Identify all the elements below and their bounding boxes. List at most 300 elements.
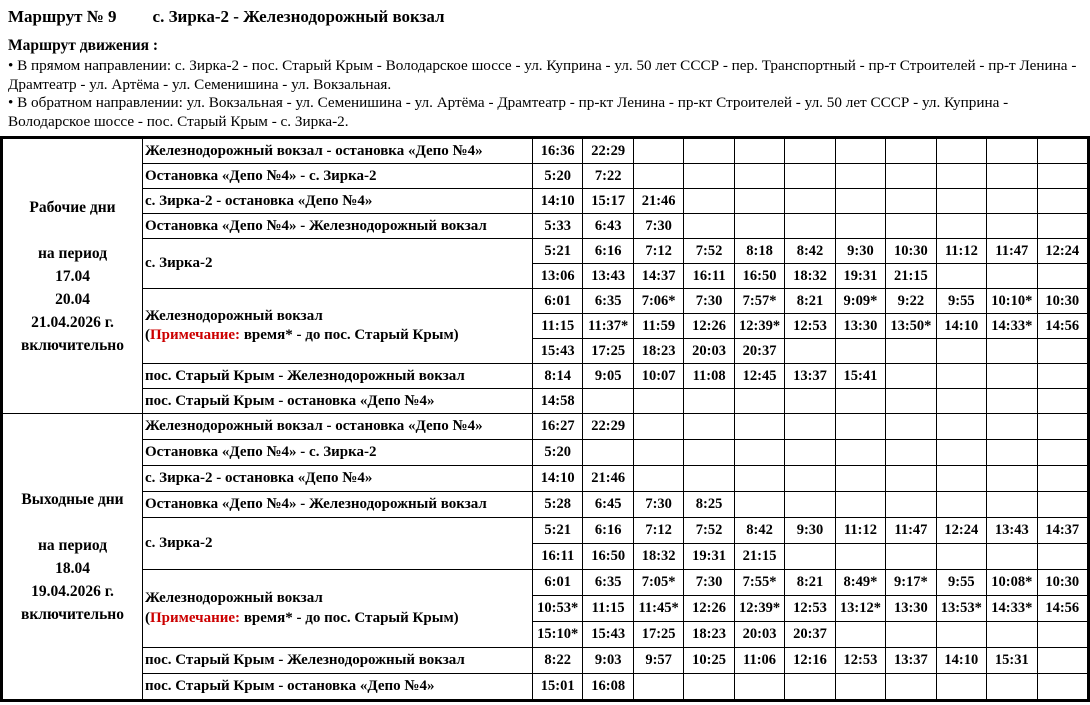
time-cell: 14:33*: [987, 314, 1037, 339]
time-cell-empty: [785, 339, 835, 364]
day-type-line: 21.04.2026 г.: [31, 313, 114, 331]
time-cell: 10:30: [1037, 570, 1087, 596]
time-cell: 21:15: [734, 544, 784, 570]
time-cell-empty: [936, 264, 986, 289]
time-cell-empty: [936, 466, 986, 492]
day-type-line: [5, 511, 140, 534]
time-cell-empty: [734, 674, 784, 700]
time-cell-empty: [835, 164, 885, 189]
time-cell-empty: [886, 214, 936, 239]
time-cell: 7:52: [684, 239, 734, 264]
time-cell: 7:52: [684, 518, 734, 544]
day-type-line: Рабочие дни: [29, 198, 116, 216]
route-label-cell: [143, 164, 533, 189]
time-cell-empty: [936, 364, 986, 389]
time-cell-empty: [785, 214, 835, 239]
time-cell-empty: [987, 440, 1037, 466]
route-label-cell: [143, 239, 533, 289]
time-cell: 8:21: [785, 570, 835, 596]
route-label: Остановка «Депо №4» - с. Зирка-2: [145, 167, 377, 184]
time-cell: 5:21: [533, 239, 583, 264]
time-cell: 12:24: [936, 518, 986, 544]
time-cell: 6:43: [583, 214, 633, 239]
time-cell: 7:30: [684, 570, 734, 596]
time-cell-empty: [886, 622, 936, 648]
time-cell-empty: [734, 440, 784, 466]
time-cell-empty: [886, 674, 936, 700]
time-cell-empty: [835, 339, 885, 364]
time-cell-empty: [987, 674, 1037, 700]
time-cell-empty: [936, 544, 986, 570]
time-cell: 9:30: [835, 239, 885, 264]
page-title: [8, 7, 1082, 27]
time-cell: 16:27: [533, 414, 583, 440]
day-type-cell: [3, 414, 143, 700]
time-cell: 7:05*: [633, 570, 683, 596]
time-cell: 16:50: [734, 264, 784, 289]
route-label: Остановка «Депо №4» - Железнодорожный вокзал: [145, 496, 487, 513]
time-cell-empty: [734, 389, 784, 414]
time-cell: 8:42: [785, 239, 835, 264]
route-label-cell: [143, 214, 533, 239]
time-cell: 13:06: [533, 264, 583, 289]
day-type-cell: [3, 139, 143, 414]
time-cell: 12:53: [835, 648, 885, 674]
time-cell: 14:37: [633, 264, 683, 289]
time-cell: 12:53: [785, 314, 835, 339]
time-cell-empty: [835, 389, 885, 414]
time-cell-empty: [936, 389, 986, 414]
time-cell-empty: [785, 492, 835, 518]
time-cell: 9:17*: [886, 570, 936, 596]
time-cell: 14:33*: [987, 596, 1037, 622]
time-cell-empty: [684, 414, 734, 440]
time-cell: 10:30: [886, 239, 936, 264]
time-cell: 11:15: [533, 314, 583, 339]
time-cell-empty: [734, 492, 784, 518]
time-cell-empty: [583, 389, 633, 414]
time-cell-empty: [785, 389, 835, 414]
route-name: с. Зирка-2 - Железнодорожный вокзал: [152, 7, 445, 26]
document-header: [0, 0, 1090, 131]
time-cell: 19:31: [684, 544, 734, 570]
route-number: Маршрут № 9: [8, 7, 117, 26]
day-type-line: 17.04: [55, 267, 90, 285]
time-cell-empty: [785, 440, 835, 466]
route-label-cell: [143, 364, 533, 389]
time-cell-empty: [886, 492, 936, 518]
time-cell: 11:12: [936, 239, 986, 264]
time-cell: 14:10: [936, 314, 986, 339]
time-cell-empty: [1037, 622, 1087, 648]
schedule-table-body: [3, 139, 1088, 700]
time-cell-empty: [633, 440, 683, 466]
time-cell: 14:10: [936, 648, 986, 674]
time-cell-empty: [734, 139, 784, 164]
time-cell-empty: [987, 389, 1037, 414]
route-note-rest: время* - до пос. Старый Крым): [240, 609, 459, 626]
route-label: пос. Старый Крым - Железнодорожный вокзал: [145, 652, 465, 669]
route-label-cell: [143, 414, 533, 440]
time-cell-empty: [1037, 544, 1087, 570]
time-cell-empty: [633, 466, 683, 492]
time-cell-empty: [886, 440, 936, 466]
route-label: Остановка «Депо №4» - Железнодорожный вокзал: [145, 217, 487, 234]
time-cell-empty: [684, 440, 734, 466]
time-cell-empty: [785, 466, 835, 492]
time-cell: 7:30: [684, 289, 734, 314]
time-cell-empty: [987, 622, 1037, 648]
route-label: Железнодорожный вокзал: [145, 590, 323, 607]
time-cell-empty: [734, 189, 784, 214]
time-cell-empty: [1037, 389, 1087, 414]
route-note-rest: время* - до пос. Старый Крым): [240, 327, 459, 344]
route-label: Остановка «Депо №4» - с. Зирка-2: [145, 444, 377, 461]
time-cell: 11:47: [987, 239, 1037, 264]
time-cell: 9:57: [633, 648, 683, 674]
time-cell: 6:16: [583, 518, 633, 544]
route-directions-heading: Маршрут движения :: [8, 37, 159, 54]
day-type-line: 18.04: [55, 559, 90, 577]
route-label-cell: [143, 492, 533, 518]
time-cell-empty: [835, 214, 885, 239]
time-cell-empty: [936, 674, 986, 700]
time-cell-empty: [987, 164, 1037, 189]
time-cell-empty: [633, 389, 683, 414]
route-label-cell: [143, 389, 533, 414]
time-cell-empty: [936, 440, 986, 466]
time-cell: 20:37: [734, 339, 784, 364]
time-cell-empty: [886, 414, 936, 440]
time-cell-empty: [734, 164, 784, 189]
time-cell: 13:50*: [886, 314, 936, 339]
time-cell: 5:20: [533, 164, 583, 189]
time-cell: 11:15: [583, 596, 633, 622]
schedule-table: [2, 138, 1088, 700]
time-cell-empty: [987, 544, 1037, 570]
day-type-line: на период: [37, 244, 108, 262]
time-cell: 13:12*: [835, 596, 885, 622]
route-label: с. Зирка-2: [145, 255, 213, 272]
time-cell: 18:32: [785, 264, 835, 289]
route-note-open: (: [145, 609, 150, 626]
time-cell: 18:32: [633, 544, 683, 570]
time-cell: 16:11: [533, 544, 583, 570]
time-cell-empty: [936, 492, 986, 518]
time-cell: 6:01: [533, 570, 583, 596]
time-cell-empty: [886, 364, 936, 389]
time-cell-empty: [1037, 164, 1087, 189]
time-cell-empty: [684, 214, 734, 239]
time-cell: 12:26: [684, 314, 734, 339]
route-label: Железнодорожный вокзал - остановка «Депо №4»: [145, 418, 483, 435]
time-cell-empty: [785, 189, 835, 214]
time-cell-empty: [987, 214, 1037, 239]
day-type-line: Выходные дни: [21, 490, 124, 508]
time-cell-empty: [936, 139, 986, 164]
time-cell: 20:37: [785, 622, 835, 648]
day-type-line: включительно: [21, 336, 124, 354]
route-label-cell: [143, 518, 533, 570]
direction-backward-text: • В обратном направлении: ул. Вокзальная - ул. Семенишина - ул. Артёма - Драмтеатр - пр-кт Ленина - пр-кт Строителей - ул. 50 лет СССР - ул. Куприна - Володарское шоссе - пос. Старый Крым - с. Зирка-2.: [8, 94, 1009, 130]
time-cell-empty: [1037, 364, 1087, 389]
time-cell-empty: [835, 466, 885, 492]
time-cell: 17:25: [583, 339, 633, 364]
time-cell-empty: [1037, 214, 1087, 239]
time-cell: 10:07: [633, 364, 683, 389]
time-cell: 6:01: [533, 289, 583, 314]
time-cell: 7:06*: [633, 289, 683, 314]
time-cell: 13:37: [886, 648, 936, 674]
route-label: с. Зирка-2: [145, 535, 213, 552]
time-cell-empty: [633, 164, 683, 189]
day-type-line: [5, 219, 140, 242]
time-cell: 7:12: [633, 518, 683, 544]
time-cell-empty: [835, 440, 885, 466]
time-cell: 9:05: [583, 364, 633, 389]
time-cell-empty: [886, 189, 936, 214]
time-cell-empty: [1037, 648, 1087, 674]
time-cell-empty: [835, 189, 885, 214]
time-cell: 15:43: [533, 339, 583, 364]
time-cell: 12:39*: [734, 314, 784, 339]
time-cell: 6:45: [583, 492, 633, 518]
time-cell: 14:56: [1037, 596, 1087, 622]
time-cell: 14:56: [1037, 314, 1087, 339]
time-cell: 21:46: [583, 466, 633, 492]
time-cell: 6:16: [583, 239, 633, 264]
time-cell: 5:33: [533, 214, 583, 239]
time-cell-empty: [886, 139, 936, 164]
time-cell: 15:31: [987, 648, 1037, 674]
time-cell: 15:17: [583, 189, 633, 214]
time-cell-empty: [1037, 264, 1087, 289]
time-cell: 9:03: [583, 648, 633, 674]
time-cell: 13:43: [987, 518, 1037, 544]
time-cell-empty: [987, 139, 1037, 164]
time-cell: 11:59: [633, 314, 683, 339]
time-cell: 9:22: [886, 289, 936, 314]
time-cell: 7:22: [583, 164, 633, 189]
time-cell-empty: [835, 674, 885, 700]
time-cell-empty: [886, 389, 936, 414]
route-note-red: Примечание:: [150, 609, 241, 626]
time-cell-empty: [734, 466, 784, 492]
time-cell-empty: [785, 544, 835, 570]
route-label: Железнодорожный вокзал - остановка «Депо №4»: [145, 142, 483, 159]
time-cell-empty: [987, 364, 1037, 389]
route-label-cell: [143, 289, 533, 364]
route-label: пос. Старый Крым - остановка «Депо №4»: [145, 392, 435, 409]
day-type-line: на период: [37, 536, 108, 554]
time-cell-empty: [987, 492, 1037, 518]
route-note: [145, 326, 530, 346]
time-cell-empty: [886, 466, 936, 492]
time-cell: 11:12: [835, 518, 885, 544]
time-cell-empty: [936, 622, 986, 648]
time-cell: 15:10*: [533, 622, 583, 648]
route-label-cell: [143, 440, 533, 466]
time-cell: 6:35: [583, 289, 633, 314]
time-cell: 15:01: [533, 674, 583, 700]
time-cell-empty: [1037, 674, 1087, 700]
time-cell-empty: [936, 189, 986, 214]
time-cell: 18:23: [633, 339, 683, 364]
time-cell: 8:18: [734, 239, 784, 264]
time-cell-empty: [734, 414, 784, 440]
time-cell: 8:25: [684, 492, 734, 518]
time-cell: 12:39*: [734, 596, 784, 622]
time-cell-empty: [886, 339, 936, 364]
time-cell: 5:20: [533, 440, 583, 466]
time-cell-empty: [1037, 492, 1087, 518]
time-cell: 11:45*: [633, 596, 683, 622]
time-cell: 10:53*: [533, 596, 583, 622]
time-cell: 12:45: [734, 364, 784, 389]
time-cell-empty: [835, 622, 885, 648]
time-cell-empty: [1037, 189, 1087, 214]
time-cell-empty: [684, 189, 734, 214]
route-label-cell: [143, 674, 533, 700]
time-cell-empty: [987, 339, 1037, 364]
time-cell-empty: [835, 139, 885, 164]
time-cell: 20:03: [684, 339, 734, 364]
time-cell-empty: [633, 139, 683, 164]
time-cell-empty: [633, 414, 683, 440]
route-note-open: (: [145, 327, 150, 344]
time-cell: 12:16: [785, 648, 835, 674]
time-cell-empty: [684, 674, 734, 700]
time-cell-empty: [1037, 339, 1087, 364]
time-cell: 12:24: [1037, 239, 1087, 264]
route-label: пос. Старый Крым - остановка «Депо №4»: [145, 678, 435, 695]
time-cell: 8:21: [785, 289, 835, 314]
time-cell: 10:30: [1037, 289, 1087, 314]
time-cell-empty: [1037, 466, 1087, 492]
time-cell: 21:15: [886, 264, 936, 289]
time-cell-empty: [1037, 139, 1087, 164]
day-type-line: 20.04: [55, 290, 90, 308]
time-cell: 11:37*: [583, 314, 633, 339]
time-cell: 9:55: [936, 289, 986, 314]
time-cell: 14:10: [533, 189, 583, 214]
time-cell: 22:29: [583, 414, 633, 440]
route-label: с. Зирка-2 - остановка «Депо №4»: [145, 470, 373, 487]
time-cell: 7:30: [633, 214, 683, 239]
time-cell: 9:55: [936, 570, 986, 596]
route-note: [145, 609, 530, 629]
time-cell: 8:14: [533, 364, 583, 389]
time-cell-empty: [785, 139, 835, 164]
time-cell-empty: [936, 164, 986, 189]
time-cell: 10:10*: [987, 289, 1037, 314]
time-cell: 7:55*: [734, 570, 784, 596]
time-cell: 22:29: [583, 139, 633, 164]
time-cell: 8:22: [533, 648, 583, 674]
time-cell: 21:46: [633, 189, 683, 214]
schedule-table-wrapper: [0, 136, 1090, 702]
time-cell: 15:41: [835, 364, 885, 389]
time-cell: 10:25: [684, 648, 734, 674]
time-cell: 16:36: [533, 139, 583, 164]
time-cell-empty: [886, 544, 936, 570]
time-cell-empty: [936, 339, 986, 364]
day-type-line: включительно: [21, 605, 124, 623]
time-cell-empty: [886, 164, 936, 189]
route-label: с. Зирка-2 - остановка «Депо №4»: [145, 192, 373, 209]
time-cell: 12:53: [785, 596, 835, 622]
time-cell: 16:11: [684, 264, 734, 289]
time-cell: 7:30: [633, 492, 683, 518]
time-cell: 7:12: [633, 239, 683, 264]
time-cell: 5:28: [533, 492, 583, 518]
time-cell: 5:21: [533, 518, 583, 544]
time-cell-empty: [684, 389, 734, 414]
route-label-cell: [143, 139, 533, 164]
time-cell: 9:09*: [835, 289, 885, 314]
time-cell: 13:37: [785, 364, 835, 389]
time-cell: 13:30: [835, 314, 885, 339]
time-cell: 19:31: [835, 264, 885, 289]
direction-forward-text: • В прямом направлении: с. Зирка-2 - пос. Старый Крым - Володарское шоссе - ул. Куприна - ул. 50 лет СССР - пер. Транспортный - пр-т Строителей - пр-т Ленина - Драмтеатр - ул. Артёма - ул. Семенишина - ул. Вокзальная.: [8, 57, 1077, 93]
time-cell-empty: [684, 164, 734, 189]
time-cell: 13:30: [886, 596, 936, 622]
route-label-cell: [143, 570, 533, 648]
time-cell: 13:53*: [936, 596, 986, 622]
time-cell-empty: [936, 414, 986, 440]
time-cell: 18:23: [684, 622, 734, 648]
time-cell: 10:08*: [987, 570, 1037, 596]
time-cell-empty: [1037, 414, 1087, 440]
time-cell: 16:08: [583, 674, 633, 700]
time-cell-empty: [835, 492, 885, 518]
day-type-line: 19.04.2026 г.: [31, 582, 114, 600]
time-cell-empty: [633, 674, 683, 700]
time-cell-empty: [835, 544, 885, 570]
time-cell: 14:10: [533, 466, 583, 492]
time-cell: 6:35: [583, 570, 633, 596]
time-cell-empty: [684, 466, 734, 492]
route-label-cell: [143, 189, 533, 214]
route-note-red: Примечание:: [150, 327, 241, 344]
time-cell-empty: [785, 164, 835, 189]
time-cell-empty: [987, 189, 1037, 214]
route-label: Железнодорожный вокзал: [145, 307, 323, 324]
time-cell: 8:42: [734, 518, 784, 544]
time-cell: 14:58: [533, 389, 583, 414]
time-cell: 20:03: [734, 622, 784, 648]
time-cell-empty: [684, 139, 734, 164]
time-cell: 12:26: [684, 596, 734, 622]
time-cell: 14:37: [1037, 518, 1087, 544]
time-cell: 15:43: [583, 622, 633, 648]
time-cell: 9:30: [785, 518, 835, 544]
time-cell-empty: [785, 674, 835, 700]
time-cell: 13:43: [583, 264, 633, 289]
time-cell: 17:25: [633, 622, 683, 648]
time-cell-empty: [987, 466, 1037, 492]
route-label-cell: [143, 648, 533, 674]
time-cell: 7:57*: [734, 289, 784, 314]
time-cell-empty: [785, 414, 835, 440]
time-cell: 8:49*: [835, 570, 885, 596]
time-cell-empty: [835, 414, 885, 440]
route-label: пос. Старый Крым - Железнодорожный вокзал: [145, 367, 465, 384]
time-cell-empty: [1037, 440, 1087, 466]
time-cell-empty: [936, 214, 986, 239]
time-cell-empty: [734, 214, 784, 239]
time-cell: 11:08: [684, 364, 734, 389]
